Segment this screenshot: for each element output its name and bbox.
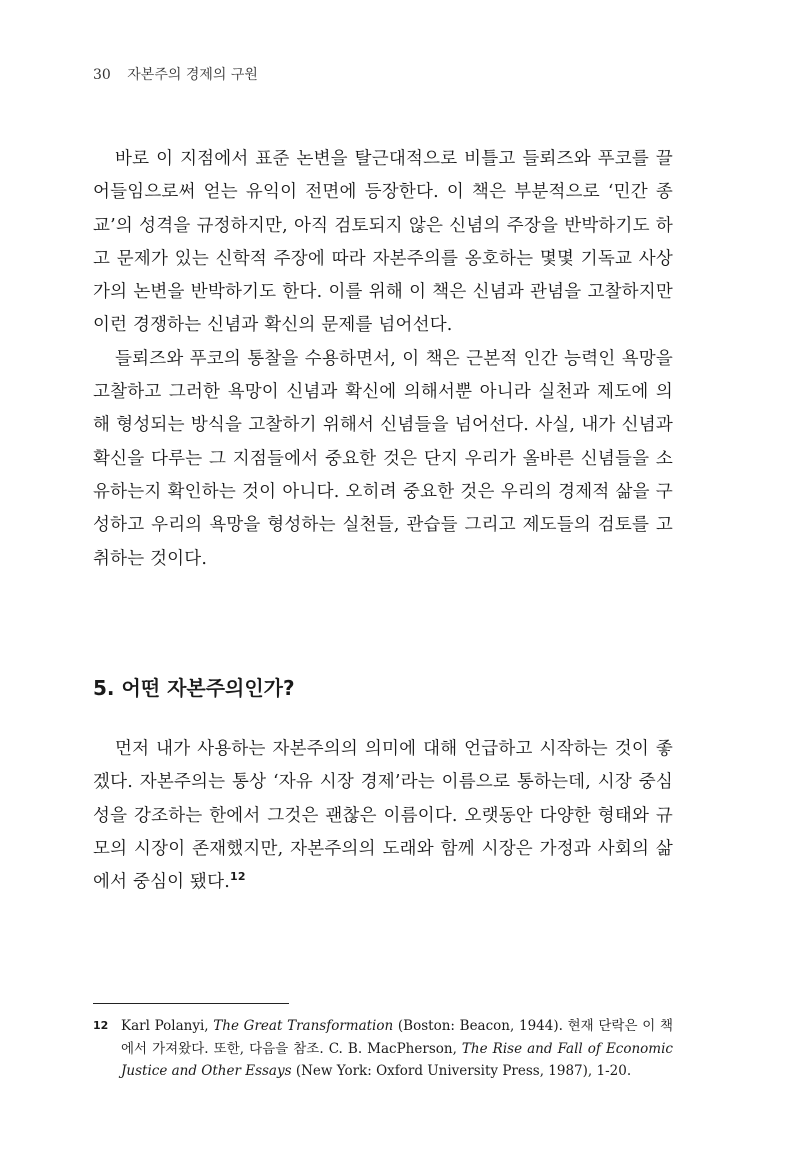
running-head [93, 64, 258, 84]
section-heading: 5. 어떤 자본주의인가? [93, 676, 295, 700]
footnote-divider [93, 1003, 289, 1004]
page-number: 30 [93, 67, 111, 83]
paragraph [93, 733, 673, 899]
footnote [93, 1015, 673, 1083]
paragraph: 들뢰즈와 푸코의 통찰을 수용하면서, 이 책은 근본적 인간 능력인 욕망을 고찰하고 그러한 욕망이 신념과 확신에 의해서뿐 아니라 실천과 제도에 의해 형성되는 방식을 고찰하기 위해서 신념들을 넘어선다. 사실, 내가 신념과 확신을 다루는 그 지점들에서 중요한 것은 단지 우리가 올바른 신념들을 소유하는지 확인하는 것이 아니다. 오히려 중요한 것은 우리의 경제적 삶을 구성하고 우리의 욕망을 형성하는 실천들, 관습들 그리고 제도들의 검토를 고취하는 것이다. [93, 348, 673, 569]
footnote-reference[interactable]: 12 [230, 870, 246, 884]
body-section-2 [93, 733, 673, 899]
footnote-author: Karl Polanyi, [121, 1018, 214, 1034]
footnote-publication-2: (New York: Oxford University Press, 1987), 1-20. [291, 1063, 632, 1079]
body-section-1 [93, 143, 673, 576]
book-title: 자본주의 경제의 구원 [127, 67, 258, 83]
footnote-title-1: The Great Transformation [213, 1018, 394, 1034]
footnote-title-2: The Rise and Fall of Economic Justice and Other Essays [121, 1040, 673, 1079]
paragraph-text: 먼저 내가 사용하는 자본주의의 의미에 대해 언급하고 시작하는 것이 좋겠다. 자본주의는 통상 ‘자유 시장 경제’라는 이름으로 통하는데, 시장 중심성을 강조하는 한에서 그것은 괜찮은 이름이다. 오랫동안 다양한 형태와 규모의 시장이 존재했지만, 자본주의의 도래와 함께 시장은 가정과 사회의 삶에서 중심이 됐다. [93, 739, 673, 893]
footnote-publication-1: (Boston: Beacon, 1944). 현재 단락은 이 책에서 가져왔다. 또한, 다음을 참조. C. B. MacPherson, [121, 1018, 673, 1057]
footnote-number: 12 [93, 1019, 109, 1032]
paragraph: 바로 이 지점에서 표준 논변을 탈근대적으로 비틀고 들뢰즈와 푸코를 끌어들임으로써 얻는 유익이 전면에 등장한다. 이 책은 부분적으로 ‘민간 종교’의 성격을 규정하지만, 아직 검토되지 않은 신념의 주장을 반박하기도 하고 문제가 있는 신학적 주장에 따라 자본주의를 옹호하는 몇몇 기독교 사상가의 논변을 반박하기도 한다. 이를 위해 이 책은 신념과 관념을 고찰하지만 이런 경쟁하는 신념과 확신의 문제를 넘어선다. [93, 149, 673, 336]
